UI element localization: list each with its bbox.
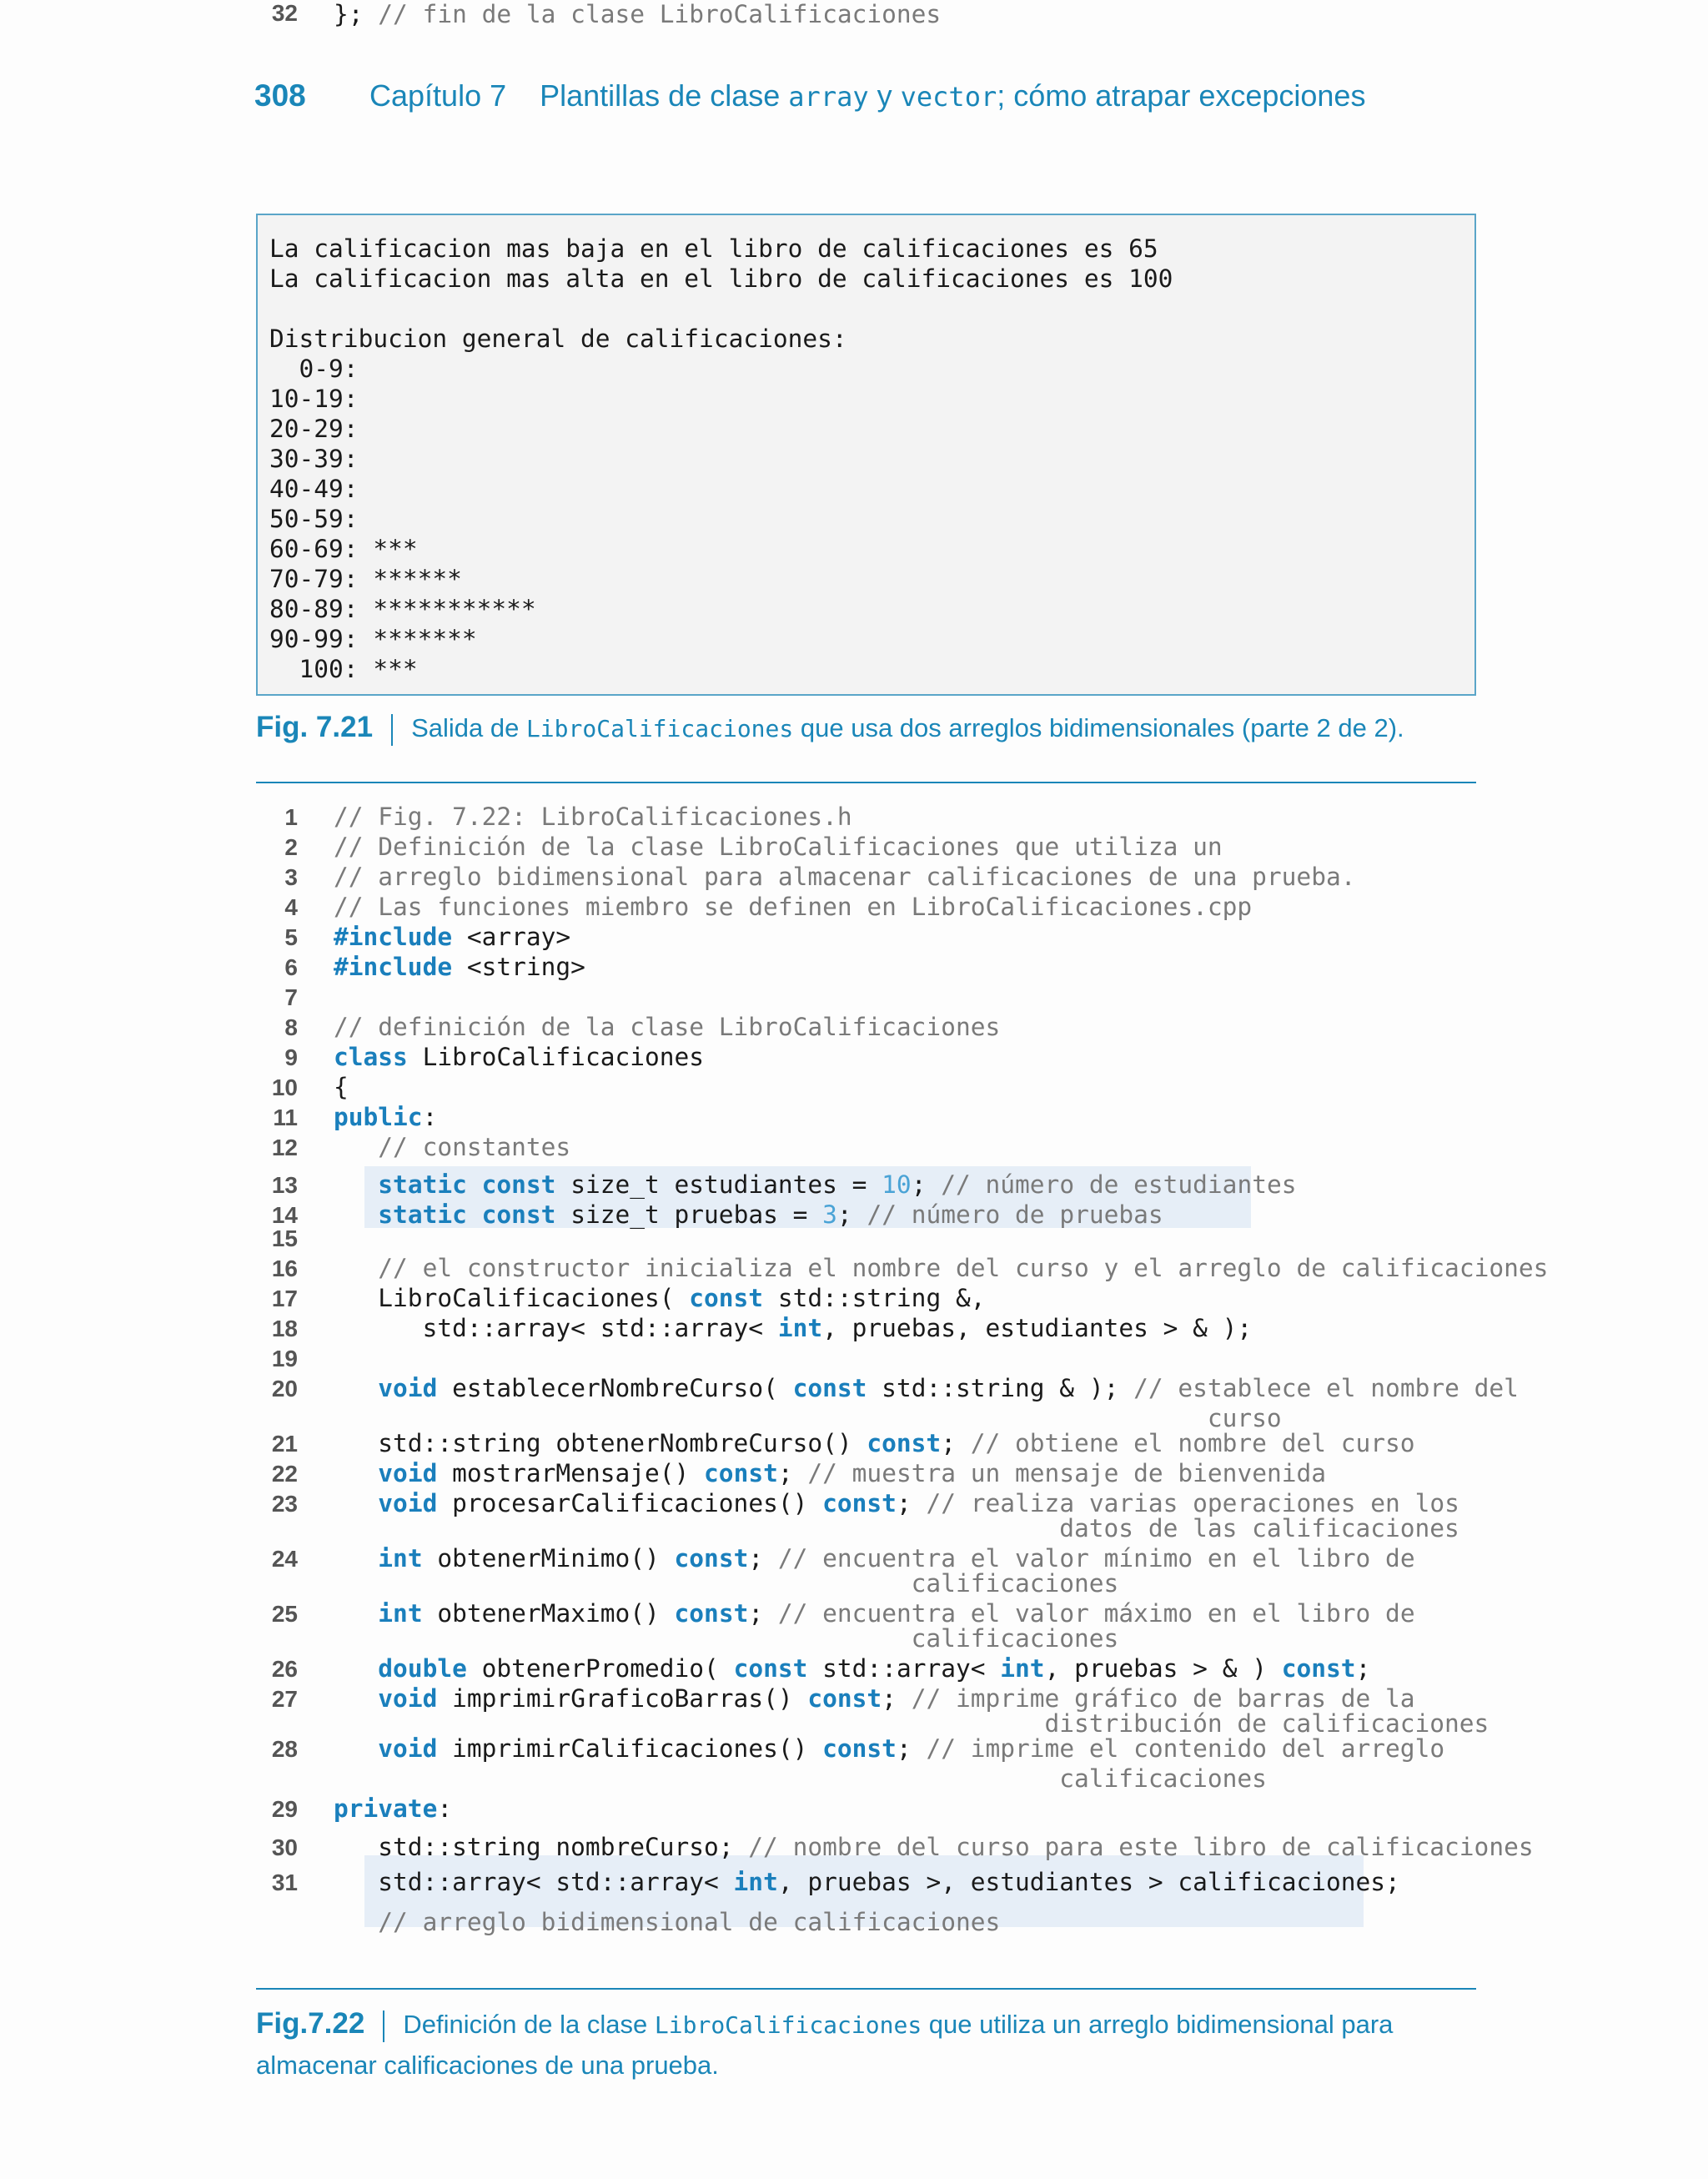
code-keyword: #include [334, 923, 453, 951]
code-text: ; [896, 1489, 927, 1517]
output-line: 60-69: *** [269, 535, 418, 563]
code-comment: // arreglo bidimensional para almacenar calificaciones de una prueba. [334, 863, 1356, 891]
caption-code: LibroCalificaciones [654, 2011, 922, 2039]
line-number: 25 [271, 1601, 298, 1627]
code-text: ; [836, 1200, 867, 1229]
code-text: , pruebas > & ) [1044, 1654, 1282, 1683]
code-comment: calificaciones [334, 1624, 1119, 1653]
code-keyword: const [674, 1599, 749, 1628]
divider-rule [256, 1988, 1476, 1990]
line-number: 7 [284, 984, 298, 1010]
code-text: imprimirGraficoBarras() [437, 1684, 808, 1713]
code-keyword: double [378, 1654, 467, 1683]
code-keyword: void [378, 1374, 438, 1402]
line-number: 17 [271, 1286, 298, 1311]
code-keyword: void [378, 1734, 438, 1763]
code-comment: // realiza varias operaciones en los [926, 1489, 1459, 1517]
code-text: ; [1355, 1654, 1371, 1683]
code-comment: // encuentra el valor máximo en el libro de [777, 1599, 1415, 1628]
line-number: 19 [271, 1346, 298, 1371]
code-keyword: int [777, 1314, 823, 1342]
code-line [334, 1459, 1326, 1487]
code-text [334, 1254, 378, 1282]
code-text [334, 1200, 378, 1229]
line-number: 30 [271, 1834, 298, 1860]
code-line [334, 1314, 1252, 1342]
code-line [334, 1624, 1118, 1653]
output-line: 10-19: [269, 385, 359, 413]
code-comment: datos de las calificaciones [334, 1514, 1459, 1542]
code-keyword: int [733, 1868, 778, 1896]
output-line: 0-9: [269, 355, 359, 383]
code-line [334, 1489, 1459, 1517]
code-number: 3 [822, 1200, 837, 1229]
code-text: : [422, 1103, 438, 1131]
code-number: 10 [882, 1170, 912, 1199]
line-number: 12 [271, 1135, 298, 1160]
line-number: 31 [271, 1870, 298, 1895]
code-keyword: const [822, 1489, 897, 1517]
code-comment: // encuentra el valor mínimo en el libro de [777, 1544, 1415, 1573]
line-number: 1 [284, 804, 298, 830]
code-comment: // el constructor inicializa el nombre del curso y el arreglo de calificaciones [378, 1254, 1549, 1282]
output-line: 70-79: ****** [269, 565, 462, 593]
code-text: LibroCalificaciones [407, 1043, 705, 1071]
code-line [334, 1013, 1000, 1041]
code-comment: // arreglo bidimensional de calificaciones [378, 1908, 1001, 1936]
caption-text-before: Definición de la clase [403, 2010, 655, 2039]
code-text: std::string nombreCurso; [334, 1833, 749, 1861]
code-keyword: const [792, 1374, 867, 1402]
line-number: 2 [284, 834, 298, 860]
line-number: 18 [271, 1316, 298, 1341]
line-number: 15 [271, 1225, 298, 1251]
line-number: 20 [271, 1376, 298, 1402]
code-line [334, 1833, 1534, 1861]
code-text: obtenerPromedio( [466, 1654, 734, 1683]
code-keyword: const [733, 1654, 808, 1683]
code-keyword: void [378, 1459, 438, 1487]
line-number: 14 [271, 1202, 298, 1228]
code-text: obtenerMaximo() [422, 1599, 675, 1628]
code-comment: // Las funciones miembro se definen en LibroCalificaciones.cpp [334, 893, 1253, 921]
output-line: 100: *** [269, 655, 418, 683]
code-line [334, 0, 941, 28]
code-line [334, 1569, 1118, 1598]
code-line [334, 1103, 437, 1131]
code-line [334, 893, 1252, 921]
figure-caption-7-21 [256, 711, 1476, 746]
figure-caption-7-22 [256, 2004, 1476, 2086]
code-line [334, 1794, 452, 1823]
code-line [334, 1514, 1459, 1542]
code-text [334, 1908, 378, 1936]
code-text: ; [748, 1544, 778, 1573]
code-text [334, 1734, 378, 1763]
code-comment: // muestra un mensaje de bienvenida [807, 1459, 1327, 1487]
output-line: 30-39: [269, 445, 359, 473]
code-text: LibroCalificaciones( [334, 1284, 690, 1312]
code-keyword: static const [378, 1200, 556, 1229]
code-line [334, 1170, 1297, 1199]
code-line [334, 1043, 704, 1071]
code-line [334, 1764, 1267, 1793]
code-text: std::array< [807, 1654, 1001, 1683]
code-comment: curso [334, 1404, 1282, 1432]
code-text [334, 1599, 378, 1628]
line-number: 3 [284, 864, 298, 890]
code-keyword: const [807, 1684, 882, 1713]
code-text: std::array< std::array< [334, 1868, 734, 1896]
code-keyword: const [674, 1544, 749, 1573]
code-text [334, 1489, 378, 1517]
code-line [334, 953, 585, 981]
code-line [334, 1073, 349, 1101]
output-line: 50-59: [269, 505, 359, 533]
code-text: ; [941, 1429, 971, 1457]
chapter-title [369, 78, 1365, 113]
code-text: { [334, 1073, 349, 1101]
code-keyword: const [689, 1284, 764, 1312]
caption-code: LibroCalificaciones [525, 715, 794, 742]
line-number: 8 [284, 1014, 298, 1040]
code-line [334, 1133, 570, 1161]
code-text: <array> [452, 923, 571, 951]
output-line: Distribucion general de calificaciones: [269, 325, 847, 353]
code-comment: // imprime el contenido del arreglo [926, 1734, 1445, 1763]
page-header [254, 78, 1589, 122]
code-text [334, 1374, 378, 1402]
code-line [334, 923, 570, 951]
code-comment: // imprime gráfico de barras de la [911, 1684, 1415, 1713]
code-comment: // fin de la clase LibroCalificaciones [378, 0, 942, 28]
program-output-box [256, 214, 1476, 696]
code-keyword: const [822, 1734, 897, 1763]
code-text: : [437, 1794, 453, 1823]
code-line [334, 1544, 1415, 1573]
output-line: La calificacion mas baja en el libro de calificaciones es 65 [269, 234, 1158, 263]
code-keyword: public [334, 1103, 423, 1131]
code-line [334, 803, 852, 831]
code-line [334, 1374, 1519, 1402]
code-line [334, 1429, 1415, 1457]
line-number: 29 [271, 1796, 298, 1822]
caption-text-after: que utiliza un arreglo bidimensional para [922, 2010, 1394, 2039]
code-text: ; [896, 1734, 927, 1763]
line-number: 5 [284, 924, 298, 950]
code-comment: // nombre del curso para este libro de calificaciones [748, 1833, 1534, 1861]
output-line: 90-99: ******* [269, 625, 477, 653]
line-number: 16 [271, 1256, 298, 1281]
code-keyword: const [704, 1459, 778, 1487]
code-text [334, 1544, 378, 1573]
code-text: std::string & ); [867, 1374, 1134, 1402]
line-number: 13 [271, 1172, 298, 1198]
title-suffix: ; cómo atrapar excepciones [997, 78, 1366, 113]
code-comment: // Fig. 7.22: LibroCalificaciones.h [334, 803, 852, 831]
code-keyword: static const [378, 1170, 556, 1199]
line-number: 24 [271, 1546, 298, 1572]
caption-text-before: Salida de [411, 713, 526, 742]
code-text: <string> [452, 953, 585, 981]
code-keyword: class [334, 1043, 408, 1071]
code-text: ; [882, 1684, 912, 1713]
code-line [334, 1684, 1415, 1713]
line-number: 9 [284, 1044, 298, 1070]
code-text: ; [911, 1170, 942, 1199]
code-line [334, 833, 1223, 861]
code-keyword: const [867, 1429, 942, 1457]
code-comment: // Definición de la clase LibroCalificaciones que utiliza un [334, 833, 1223, 861]
line-number: 4 [284, 894, 298, 920]
code-comment: // número de pruebas [867, 1200, 1163, 1229]
code-line [334, 1599, 1415, 1628]
line-number: 6 [284, 954, 298, 980]
code-line [334, 1254, 1548, 1282]
line-number: 32 [271, 0, 298, 26]
title-prefix: Plantillas de clase [540, 78, 789, 113]
code-keyword: void [378, 1489, 438, 1517]
code-text [334, 1459, 378, 1487]
code-comment: distribución de calificaciones [334, 1709, 1489, 1738]
caption-line-2: almacenar calificaciones de una prueba. [256, 2051, 719, 2080]
output-line: La calificacion mas alta en el libro de calificaciones es 100 [269, 264, 1173, 293]
code-line [334, 1284, 986, 1312]
code-comment: // obtiene el nombre del curso [970, 1429, 1415, 1457]
code-keyword: void [378, 1684, 438, 1713]
code-keyword: int [1000, 1654, 1045, 1683]
code-text: ; [777, 1459, 808, 1487]
code-keyword: const [1281, 1654, 1356, 1683]
code-keyword: private [334, 1794, 438, 1823]
title-code-array: array [788, 81, 869, 113]
code-keyword: int [378, 1544, 423, 1573]
code-text [334, 1684, 378, 1713]
code-line [334, 1404, 1282, 1432]
output-line: 20-29: [269, 415, 359, 443]
code-text: size_t pruebas = [555, 1200, 823, 1229]
code-text [334, 1170, 378, 1199]
code-comment: calificaciones [334, 1764, 1267, 1793]
line-number: 11 [273, 1105, 298, 1130]
code-text: size_t estudiantes = [555, 1170, 882, 1199]
code-text: , pruebas >, estudiantes > calificaciones; [777, 1868, 1400, 1896]
code-text: establecerNombreCurso( [437, 1374, 793, 1402]
title-mid: y [868, 78, 901, 113]
code-line [334, 1868, 1400, 1896]
code-comment: // constantes [378, 1133, 571, 1161]
figure-number: Fig.7.22 [256, 2007, 365, 2040]
code-comment: calificaciones [334, 1569, 1119, 1598]
caption-separator [383, 2010, 384, 2042]
line-number: 22 [271, 1461, 298, 1487]
figure-number: Fig. 7.21 [256, 711, 374, 743]
chapter-label: Capítulo 7 [369, 78, 507, 113]
caption-text-after: que usa dos arreglos bidimensionales (parte 2 de 2). [793, 713, 1404, 742]
code-keyword: int [378, 1599, 423, 1628]
code-text: obtenerMinimo() [422, 1544, 675, 1573]
code-line [334, 1908, 1000, 1936]
code-keyword: #include [334, 953, 453, 981]
code-text: std::string &, [763, 1284, 986, 1312]
title-code-vector: vector [900, 81, 997, 113]
code-comment: // definición de la clase LibroCalificaciones [334, 1013, 1001, 1041]
line-number: 26 [271, 1656, 298, 1682]
code-line [334, 1200, 1163, 1229]
code-comment: // establece el nombre del [1133, 1374, 1519, 1402]
code-line [334, 863, 1355, 891]
code-text: std::string obtenerNombreCurso() [334, 1429, 867, 1457]
line-number: 28 [271, 1736, 298, 1762]
code-text: std::array< std::array< [334, 1314, 778, 1342]
output-line: 40-49: [269, 475, 359, 503]
code-text [334, 1654, 378, 1683]
page-number: 308 [254, 78, 306, 113]
output-line: 80-89: *********** [269, 595, 536, 623]
code-line [334, 1709, 1489, 1738]
code-text: mostrarMensaje() [437, 1459, 705, 1487]
code-text: procesarCalificaciones() [437, 1489, 823, 1517]
code-text: , pruebas, estudiantes > & ); [822, 1314, 1253, 1342]
code-text: }; [334, 0, 379, 28]
line-number: 23 [271, 1491, 298, 1517]
divider-rule [256, 782, 1476, 783]
line-number: 21 [271, 1431, 298, 1457]
code-line [334, 1654, 1370, 1683]
code-text: imprimirCalificaciones() [437, 1734, 823, 1763]
line-number: 10 [271, 1074, 298, 1100]
code-text: ; [748, 1599, 778, 1628]
code-line [334, 1734, 1444, 1763]
caption-separator [391, 714, 393, 746]
line-number: 27 [271, 1686, 298, 1712]
code-comment: // número de estudiantes [941, 1170, 1297, 1199]
code-text [334, 1133, 378, 1161]
